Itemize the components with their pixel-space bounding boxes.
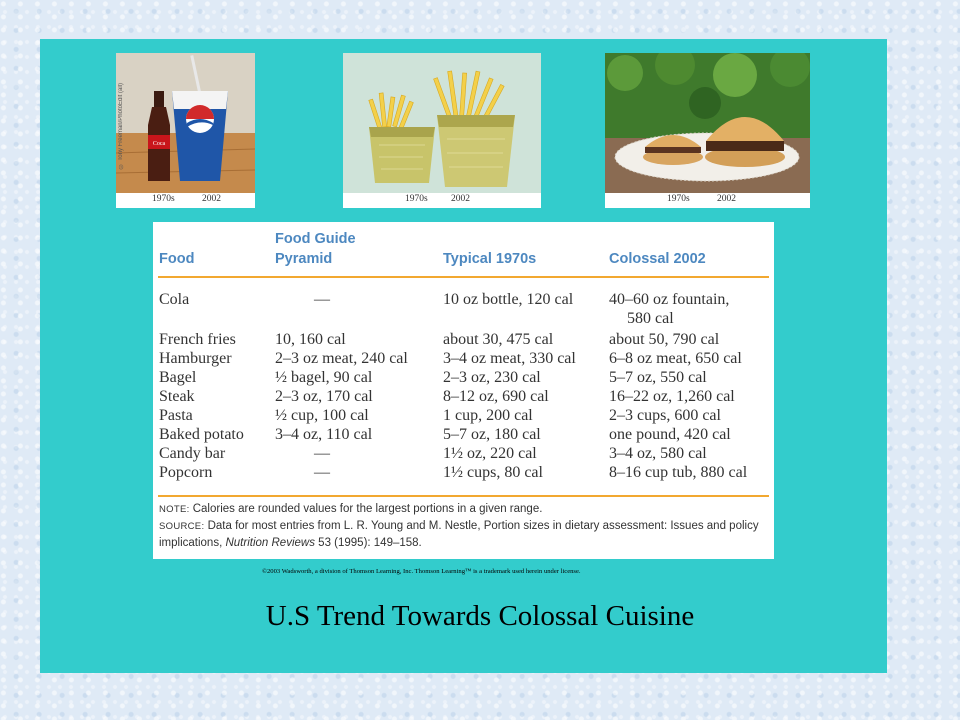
cell-food: Popcorn [159, 464, 213, 481]
header-rule [158, 276, 769, 278]
header-food: Food [159, 251, 195, 267]
cell-colossal: 6–8 oz meat, 650 cal [609, 350, 742, 367]
note-text: Calories are rounded values for the largest portions in a given range. [192, 503, 543, 515]
fries-photo [343, 53, 541, 208]
cell-colossal: 8–16 cup tub, 880 cal [609, 464, 748, 481]
table-row [153, 349, 774, 368]
year-1970s: 1970s [667, 194, 690, 204]
source-tail: 53 (1995): 149–158. [318, 537, 422, 549]
year-2002: 2002 [451, 194, 470, 204]
cell-colossal: one pound, 420 cal [609, 426, 731, 443]
cola-photo [116, 53, 255, 208]
cell-food: Cola [159, 291, 190, 308]
cell-pyramid: 2–3 oz meat, 240 cal [275, 350, 408, 367]
cell-food: Pasta [159, 407, 193, 424]
cell-typical: 1½ cups, 80 cal [443, 464, 543, 481]
table-row [153, 444, 774, 463]
source-text: Data for most entries from L. R. Young and M. Nestle, Portion sizes in dietary assessment: Issues and policy implications, [159, 520, 759, 549]
table-row [153, 387, 774, 406]
cell-pyramid: ½ cup, 100 cal [275, 407, 369, 424]
header-typical-1970s: Typical 1970s [443, 251, 537, 267]
year-2002: 2002 [717, 194, 736, 204]
cell-food: Hamburger [159, 350, 232, 367]
table-row [153, 425, 774, 444]
copyright-notice: ©2003 Wadsworth, a division of Thomson Learning, Inc. Thomson Learning™ is a trademark used herein under license. [262, 568, 581, 575]
cell-food: Steak [159, 388, 195, 405]
cell-typical: 10 oz bottle, 120 cal [443, 291, 574, 308]
table-row [153, 463, 774, 482]
cell-pyramid: ½ bagel, 90 cal [275, 369, 373, 386]
svg-text:Coca: Coca [152, 141, 166, 147]
cell-colossal: 3–4 oz, 580 cal [609, 445, 707, 462]
header-pyramid: Pyramid [275, 251, 333, 267]
table-row [153, 290, 774, 327]
cola-photo-illustration [116, 53, 255, 208]
year-1970s: 1970s [152, 194, 175, 204]
cell-food: Candy bar [159, 445, 226, 462]
cell-typical: 3–4 oz meat, 330 cal [443, 350, 576, 367]
table-row [153, 406, 774, 425]
cell-typical: 1½ oz, 220 cal [443, 445, 537, 462]
source-journal: Nutrition Reviews [225, 537, 315, 549]
cell-colossal: 16–22 oz, 1,260 cal [609, 388, 735, 405]
year-labels [343, 193, 541, 207]
cell-colossal: 5–7 oz, 550 cal [609, 369, 707, 386]
table-row [153, 330, 774, 349]
cell-colossal: 2–3 cups, 600 cal [609, 407, 721, 424]
note-label: NOTE: [159, 504, 190, 515]
cell-typical: about 30, 475 cal [443, 331, 554, 348]
cell-food: French fries [159, 331, 236, 348]
year-2002: 2002 [202, 194, 221, 204]
source-label: SOURCE: [159, 521, 205, 532]
portion-size-table [153, 222, 774, 559]
table-row [153, 368, 774, 387]
year-labels [605, 193, 810, 207]
burger-photo-illustration [605, 53, 810, 208]
cell-typical: 5–7 oz, 180 cal [443, 426, 541, 443]
year-labels [116, 193, 255, 207]
cell-colossal-cont: 580 cal [627, 310, 674, 327]
cell-typical: 1 cup, 200 cal [443, 407, 533, 424]
source-line [159, 518, 764, 552]
note-line [159, 501, 764, 518]
cell-food: Baked potato [159, 426, 244, 443]
footer-rule [158, 495, 769, 497]
header-colossal-2002: Colossal 2002 [609, 251, 706, 267]
table-header [153, 228, 774, 278]
cell-colossal: 40–60 oz fountain, [609, 291, 730, 308]
cell-food: Bagel [159, 369, 197, 386]
cell-typical: 2–3 oz, 230 cal [443, 369, 541, 386]
cell-colossal: about 50, 790 cal [609, 331, 720, 348]
year-1970s: 1970s [405, 194, 428, 204]
cell-pyramid: 2–3 oz, 170 cal [275, 388, 373, 405]
cell-pyramid: 10, 160 cal [275, 331, 346, 348]
cell-pyramid: 3–4 oz, 110 cal [275, 426, 373, 443]
burger-photo [605, 53, 810, 208]
table-notes [159, 501, 764, 552]
photo-credit: © Tony Freeman/PhotoEdit (all) [118, 83, 124, 169]
cell-pyramid: — [314, 464, 330, 481]
header-food-guide: Food Guide [275, 231, 356, 247]
fries-photo-illustration [343, 53, 541, 208]
cell-pyramid: — [314, 445, 330, 462]
cell-pyramid: — [314, 291, 330, 308]
slide-title: U.S Trend Towards Colossal Cuisine [265, 600, 695, 632]
cell-typical: 8–12 oz, 690 cal [443, 388, 549, 405]
